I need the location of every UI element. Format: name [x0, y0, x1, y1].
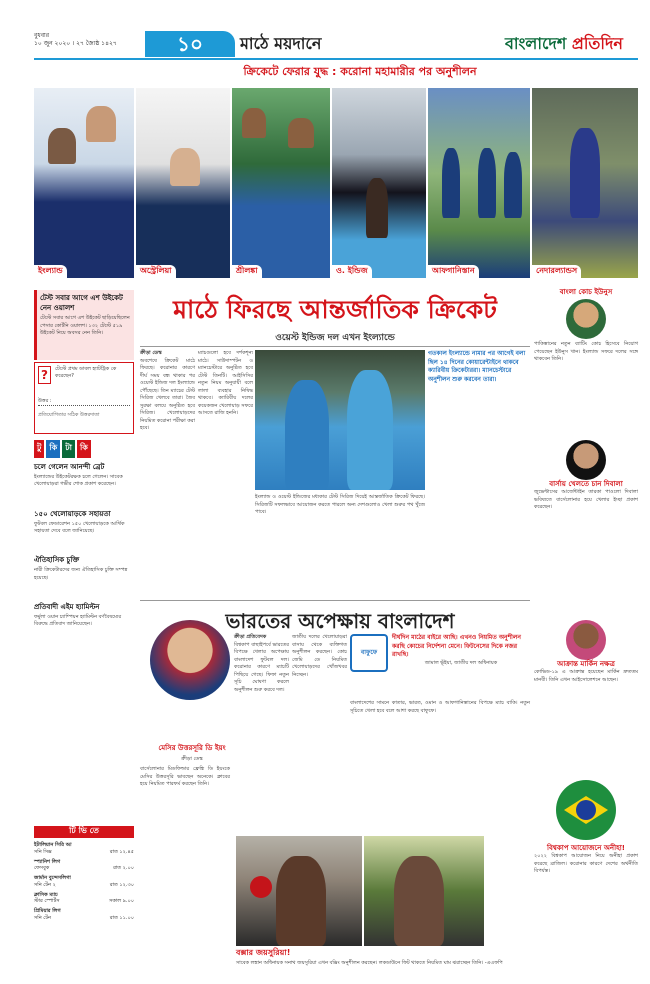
- player-photo: [150, 620, 230, 700]
- player-text: বার্সেলোনার মিডফিল্ডার ফ্রেঙ্কি ডি ইয়ংকে মেসির উত্তরসূরি ভাবছেন অনেকে। ক্লাবের হয়ে নিয়মিত পারফর্ম করছেন তিনি।: [140, 766, 230, 787]
- photo-caption: অস্ট্রেলিয়া: [136, 265, 176, 278]
- main-story-quote: গতকাল ইংল্যান্ডে নামার পর আগেই বলা ছিল ১৪ দিনের কোয়ারেন্টাইনে থাকবে ক্যারিবীয় ক্রিকেটাররা। ম্যানচেস্টারে অনুশীলন শুরু করবেন তারা।: [428, 350, 526, 384]
- main-story-col3: ইংল্যান্ড ও ওয়েস্ট ইন্ডিজের মধ্যকার টেস্ট সিরিজ দিয়েই আন্তর্জাতিক ক্রিকেট ফিরছে। সিরিজটি সফলভাবে আয়োজন করতে পারলে অন্য দেশগুলোও খেলা শুরুর পথ খুঁজে পাবে।: [255, 494, 425, 515]
- divider: [140, 600, 530, 601]
- boxing-story: [488, 836, 532, 946]
- boxing-story-text: বক্সার জয়সুরিয়া! সাবেক লঙ্কান অধিনায়ক সনাথ জয়সুরিয়া এখন বক্সিং অনুশীলন করছেন। লকডাউনে ফিট থাকতে নিয়মিত ঘাম ঝরাচ্ছেন তিনি। -এএফপি: [236, 948, 503, 966]
- main-headline: মাঠে ফিরছে আন্তর্জাতিক ক্রিকেট: [173, 295, 497, 324]
- sidebar-tukitaki-banner: টু কি টা কি: [34, 440, 134, 458]
- athlete-photo: [566, 620, 606, 660]
- right-item-coach: বাংলা কোচ ইউনুস পাকিস্তানের নতুন ব্যাটিং কোচ হিসেবে নিয়োগ পেয়েছেন ইউনুস খান। ইংল্যান্ড সফরে দলের সঙ্গে থাকবেন তিনি।: [534, 288, 638, 362]
- tv-row: স্প্যানিশ লিগ ফেসবুক রাত ২.০০: [34, 858, 134, 872]
- photo-england: [34, 88, 134, 278]
- coach-photo: [566, 299, 606, 339]
- main-subheadline: ওয়েস্ট ইন্ডিজ দল এখন ইংল্যান্ডে: [275, 333, 395, 343]
- section-title: মাঠে ময়দানে: [240, 34, 322, 53]
- photo-netherlands: [532, 88, 638, 278]
- photo-caption: নেদারল্যান্ডস: [532, 265, 581, 278]
- second-story-col3: বাংলাদেশের সামনে কাতার, ভারত, ওমান ও আফগানিস্তানের বিপক্ষে ম্যাচ বাকি। নতুন সূচিতে খেলা হবে বলে আশা করছে বাফুফে।: [350, 700, 530, 714]
- boxing-photo-right: [364, 836, 484, 946]
- photo-australia: [136, 88, 230, 278]
- bff-logo: বাফুফে: [350, 634, 388, 672]
- main-story-col1: ক্রীড়া ডেস্ক অবশেষে ক্রিকেট মাঠে ফিরছে। করোনার কারণে দীর্ঘ সময় বন্ধ থাকার পর ওয়েস্ট ইন্ডিজ দল ইংল্যান্ডে পৌঁছেছে। তিন ম্যাচের টেস্ট সিরিজ খেলবে তারা। জৈব সুরক্ষা বলয়ে অনুষ্ঠিত হবে সিরিজ। খেলোয়াড়দের নিয়মিত করোনা পরীক্ষা করা হবে।: [140, 350, 196, 431]
- boxing-photo-left: [236, 836, 362, 946]
- player-byline: ক্রীড়া ডেস্ক: [181, 756, 203, 762]
- photo-afghanistan: [428, 88, 530, 278]
- brazil-flag-icon: [556, 780, 616, 840]
- second-story-col2: জাতীয় দলের খেলোয়াড়রা বাসায় থেকে ব্যক্তিগত অনুশীলন করছেন। কোচ জেমি ডে নিয়মিত খেলোয়াড়দের খোঁজখবর নিচ্ছেন।: [292, 634, 347, 678]
- player-caption: মেসির উত্তরসূরি ডি ইয়ং: [158, 744, 226, 752]
- photo-caption: ইংল্যান্ড: [34, 265, 67, 278]
- photo-caption: ও. ইন্ডিজ: [332, 265, 372, 278]
- tv-row: জার্মান বুন্দেসলিগা সনি টেন ২ রাত ১২.৩০: [34, 875, 134, 888]
- right-item-worldcup: বিশ্বকাপ আয়োজনে অনীহা! ২০২২ বিশ্বকাপ আয়োজন নিয়ে অনীহা প্রকাশ করেছে ব্রাজিল। করোনার কারণে দেশের অর্থনীতি বিপর্যস্ত।: [534, 844, 638, 874]
- sidebar-quiz: ? টেস্টে প্রথম ডাবল হ্যাটট্রিক কে করেছেন? উত্তর : প্রতিযোগিতার সঠিক উত্তরদাতা: [34, 362, 134, 434]
- dybala-photo: [566, 440, 606, 480]
- second-story-quote: দীর্ঘদিন মাঠের বাইরে আছি। এখনও নিয়মিত অনুশীলন করছি কোচের নির্দেশনা মেনে। ফিটনেসের দিকে নজর রাখছি। জামাল ভূঁইয়া, জাতীয় দল অধিনায়ক: [392, 634, 521, 667]
- second-story-col1: ক্রীড়া প্রতিবেদক বিশ্বকাপ বাছাইপর্বে ভারতের বিপক্ষে খেলার অপেক্ষায় বাংলাদেশ ফুটবল দল। করোনার কারণে ম্যাচটি পিছিয়ে গেছে। ফিফা নতুন সূচি ঘোষণা করলে অনুশীলন শুরু করবে দল।: [234, 634, 289, 693]
- main-story-col2: ম্যাচগুলো হবে দর্শকশূন্য মাঠে। সাউদাম্পটন ও ম্যানচেস্টারে অনুষ্ঠিত হবে টেস্ট তিনটি। আইসিসির নতুন নিয়ম অনুযায়ী বলে লালা ব্যবহার নিষিদ্ধ থাকবে। ক্যারিবীয় দলের কয়েকজন খেলোয়াড় সফরে আসতে রাজি হননি।: [198, 350, 253, 416]
- right-item-dybala: বার্সায় খেলতে চান দিবালা জুভেন্টাসের আর্জেন্টাইন তারকা পাওলো দিবালা ভবিষ্যতে বার্সেলোনার হয়ে খেলার ইচ্ছা প্রকাশ করেছেন।: [534, 440, 638, 511]
- quiz-icon: ?: [38, 366, 51, 384]
- tv-row: ইটালিয়ান সিরি আ সনি সিক্স রাত ১২.৪৫: [34, 842, 134, 855]
- issue-date: বুধবার ১০ জুন ২০২০ । ২৭ জ্যৈষ্ঠ ১৪২৭: [34, 32, 117, 48]
- main-story-photo: [255, 350, 425, 490]
- photo-sri-lanka: [232, 88, 330, 278]
- divider: [140, 346, 530, 347]
- sidebar-trivia-box: টেস্ট সবার আগে এশ উইকেট নেন ওয়ালশ টেস্টে সবার আগে এশ উইকেট ছাড়িয়েছিলেন পেসার কোর্টনি ওয়ালশ। ১৩২ টেস্টে ৫১৯ উইকেট নিয়ে অবসর নেন তিনি।: [34, 290, 134, 360]
- page-number: ১০: [145, 31, 235, 57]
- right-item-athlete: আক্রান্ত মার্কিন নক্ষত্র কোভিড-১৯ এ আক্রান্ত হয়েছেন মার্কিন দ্রুততম মানবী। তিনি এখন আইসোলেশনে আছেন।: [534, 620, 638, 684]
- photo-caption: শ্রীলঙ্কা: [232, 265, 262, 278]
- tv-row: প্রিমিয়ার লিগ সনি টেন রাত ১১.০০: [34, 908, 134, 921]
- tv-listing-title: টি ভি তে: [34, 826, 134, 838]
- photo-caption: আফগানিস্তান: [428, 265, 479, 278]
- sidebar-news-list: চলে গেলেন আনন্দী ব্রেট ইংল্যান্ডের উইকেটরক্ষক চলে গেলেন। সাবেক খেলোয়াড়রা গভীর শোক প্রকাশ করেছেন। ১৫০ খেলোয়াড়কে সহায়তা ফুটবল ফেডারেশন ১৫০ খেলোয়াড়কে আর্থিক সহায়তা দেবে বলে জানিয়েছে। ঐতিহাসিক চুক্তি নারী ক্রিকেটারদের জন্য ঐতিহাসিক চুক্তি সম্পন্ন হয়েছে। প্রতিবাদী এইম হ্যামিল্টন ফর্মুলা ওয়ান চ্যাম্পিয়ন হ্যামিল্টন বর্ণবৈষম্যের বিরুদ্ধে প্রতিবাদ জানিয়েছেন।: [34, 463, 128, 628]
- tv-listing: [34, 842, 134, 925]
- photo-west-indies: [332, 88, 426, 278]
- header-rule: [34, 58, 638, 60]
- tv-row: ক্লাসিক ম্যাচ স্টার স্পোর্টস সকাল ৯.০০: [34, 891, 134, 905]
- top-headline: ক্রিকেটে ফেরার যুদ্ধ : করোনা মহামারীর পর অনুশীলন: [243, 65, 477, 78]
- newspaper-logo: বাংলাদেশ প্রতিদিন: [505, 34, 623, 53]
- second-headline: ভারতের অপেক্ষায় বাংলাদেশ: [225, 609, 455, 633]
